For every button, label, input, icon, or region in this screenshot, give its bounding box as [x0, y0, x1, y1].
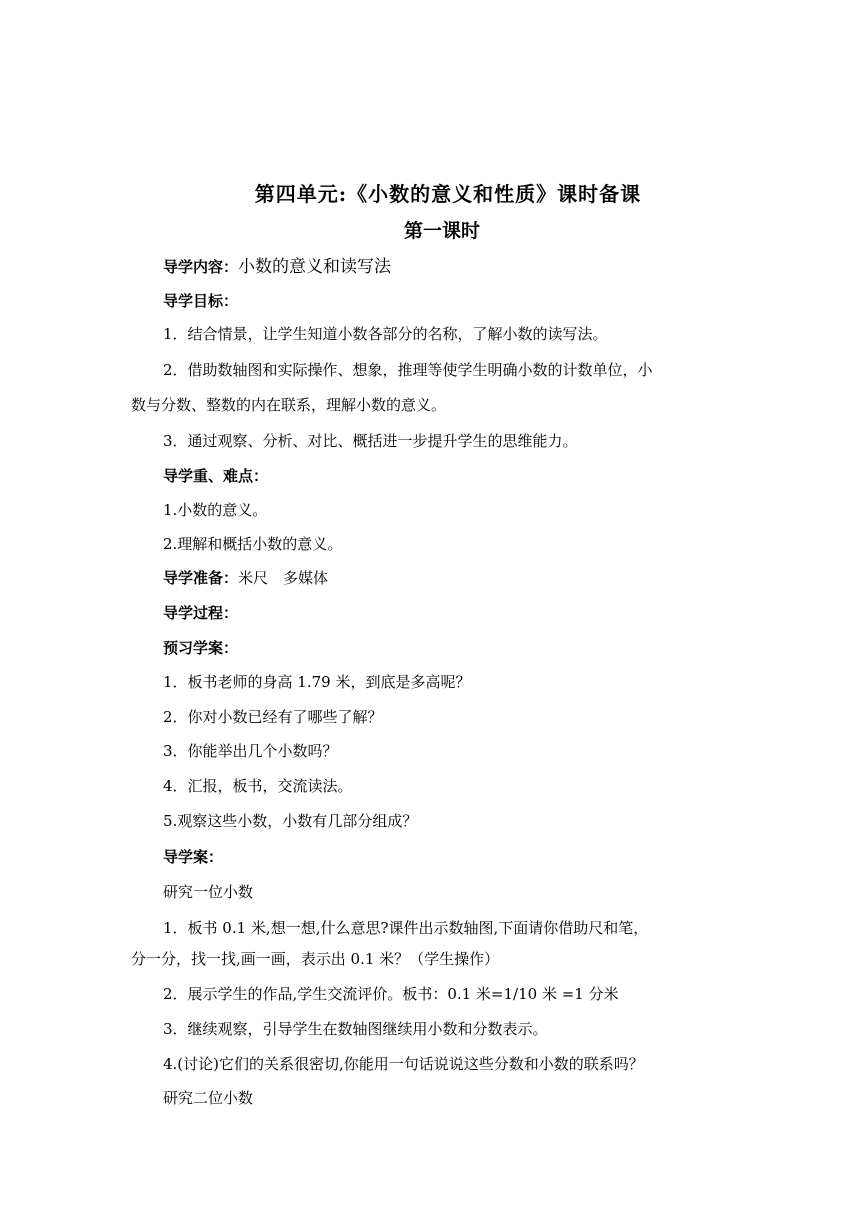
goals-heading: 导学目标： — [163, 292, 239, 310]
page-title: 第四单元:《小数的意义和性质》课时备课 — [254, 182, 642, 206]
guide-line: 研究二位小数 — [163, 1089, 254, 1107]
keypoints-heading: 导学重、难点： — [163, 467, 269, 485]
content-line — [163, 256, 391, 278]
prep-line — [163, 567, 328, 589]
guide-heading: 导学案： — [163, 848, 224, 866]
content-text: 小数的意义和读写法 — [238, 257, 392, 277]
page-subtitle: 第一课时 — [403, 220, 480, 242]
prep-heading: 导学准备： — [163, 569, 239, 587]
preview-item: 3．你能举出几个小数吗？ — [163, 742, 338, 760]
guide-line: 研究一位小数 — [163, 883, 254, 901]
guide-line: 4.(讨论)它们的关系很密切,你能用一句话说说这些分数和小数的联系吗？ — [163, 1055, 644, 1073]
keypoint-line: 2.理解和概括小数的意义。 — [163, 535, 343, 553]
goal-line: 1．结合情景，让学生知道小数各部分的名称，了解小数的读写法。 — [163, 325, 608, 343]
prep-text: 米尺 多媒体 — [238, 569, 329, 587]
guide-line: 3．继续观察，引导学生在数轴图继续用小数和分数表示。 — [163, 1020, 548, 1038]
keypoint-line: 1.小数的意义。 — [163, 501, 268, 519]
preview-item: 5.观察这些小数，小数有几部分组成？ — [163, 812, 418, 830]
goal-line: 数与分数、整数的内在联系，理解小数的意义。 — [131, 396, 447, 414]
goal-line: 3．通过观察、分析、对比、概括进一步提升学生的思维能力。 — [163, 432, 578, 450]
content-heading: 导学内容： — [163, 258, 239, 276]
preview-item: 4．汇报，板书，交流读法。 — [163, 777, 353, 795]
guide-line: 分一分，找一找,画一画，表示出 0.1 米？（学生操作） — [131, 950, 500, 968]
preview-item: 1．板书老师的身高 1.79 米，到底是多高呢？ — [163, 673, 471, 691]
preview-item: 2．你对小数已经有了哪些了解？ — [163, 708, 383, 726]
goal-line: 2．借助数轴图和实际操作、想象，推理等使学生明确小数的计数单位，小 — [163, 361, 653, 379]
guide-line: 1．板书 0.1 米,想一想,什么意思?课件出示数轴图,下面请你借助尺和笔， — [163, 919, 649, 937]
preview-heading: 预习学案： — [163, 639, 239, 657]
process-heading: 导学过程： — [163, 604, 239, 622]
guide-line: 2．展示学生的作品,学生交流评价。板书：0.1 米=1/10 米 =1 分米 — [163, 985, 619, 1003]
